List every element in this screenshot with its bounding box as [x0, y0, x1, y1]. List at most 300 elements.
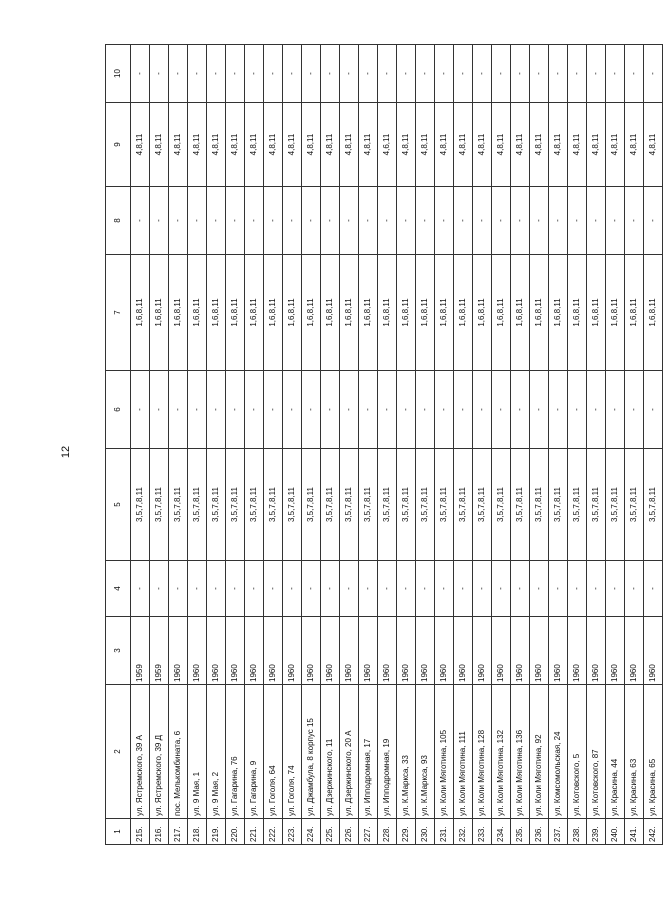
table-cell: - — [473, 561, 492, 617]
table-cell: - — [473, 371, 492, 449]
table-cell: ул. Дзержинского, 20 А — [340, 685, 359, 819]
table-cell: 228. — [378, 819, 397, 845]
table-cell: 1,6,8,11 — [302, 255, 321, 371]
column-header: 4 — [106, 561, 131, 617]
table-cell: 3,5,7,8,11 — [150, 449, 169, 561]
table-cell: - — [207, 45, 226, 103]
table-cell: 221. — [245, 819, 264, 845]
table-cell: - — [397, 45, 416, 103]
table-cell: 1,6,8,11 — [226, 255, 245, 371]
table-cell: - — [207, 561, 226, 617]
table-cell: - — [131, 371, 150, 449]
table-cell: 223. — [283, 819, 302, 845]
table-cell: ул. Гагарина, 9 — [245, 685, 264, 819]
table-row — [568, 45, 587, 845]
table-cell: - — [511, 371, 530, 449]
table-cell: 1960 — [359, 617, 378, 685]
column-header: 9 — [106, 103, 131, 187]
table-cell: 4,8,11 — [207, 103, 226, 187]
table-cell: - — [530, 187, 549, 255]
column-header: 5 — [106, 449, 131, 561]
table-cell: 4,6,11 — [378, 103, 397, 187]
table-cell: 4,8,11 — [416, 103, 435, 187]
table-cell: - — [188, 371, 207, 449]
table-cell: 1,6,8,11 — [245, 255, 264, 371]
table-cell: 1,6,8,11 — [207, 255, 226, 371]
table-cell: пос. Мелькомбината, 6 — [169, 685, 188, 819]
table-cell: - — [359, 561, 378, 617]
table-cell: - — [131, 187, 150, 255]
table-cell: 1960 — [416, 617, 435, 685]
table-cell: 4,8,11 — [397, 103, 416, 187]
table-cell: ул. Котовского, 5 — [568, 685, 587, 819]
table-cell: - — [359, 371, 378, 449]
table-cell: - — [340, 371, 359, 449]
table-cell: 217. — [169, 819, 188, 845]
table-cell: - — [226, 561, 245, 617]
table-cell: 1960 — [492, 617, 511, 685]
table-cell: - — [568, 561, 587, 617]
table-cell: 227. — [359, 819, 378, 845]
table-cell: ул. 9 Мая, 1 — [188, 685, 207, 819]
table-row — [131, 45, 150, 845]
table-cell: - — [549, 187, 568, 255]
table-cell: ул. К.Маркса, 33 — [397, 685, 416, 819]
table-cell: 1960 — [245, 617, 264, 685]
table-cell: - — [435, 45, 454, 103]
table-cell: - — [454, 561, 473, 617]
table-cell: - — [283, 371, 302, 449]
table-row — [188, 45, 207, 845]
table-cell: 1,6,8,11 — [283, 255, 302, 371]
table-cell: 237. — [549, 819, 568, 845]
table-cell: 4,8,11 — [568, 103, 587, 187]
table-cell: 1,6,8,11 — [435, 255, 454, 371]
table-cell: 4,8,11 — [511, 103, 530, 187]
table-cell: - — [131, 561, 150, 617]
table-cell: 1960 — [644, 617, 663, 685]
table-row — [378, 45, 397, 845]
table-cell: ул. Гоголя, 64 — [264, 685, 283, 819]
table-cell: 1960 — [188, 617, 207, 685]
table-cell: 1,6,8,11 — [340, 255, 359, 371]
table-cell: ул. Ипподромная, 17 — [359, 685, 378, 819]
table-cell: - — [378, 561, 397, 617]
table-cell: - — [549, 371, 568, 449]
table-cell: 4,8,11 — [131, 103, 150, 187]
column-header: 1 — [106, 819, 131, 845]
table-cell: ул. Джамбула, 8 корпус 15 — [302, 685, 321, 819]
table-cell: - — [302, 561, 321, 617]
table-cell: 1,6,8,11 — [625, 255, 644, 371]
table-cell: 1960 — [207, 617, 226, 685]
table-cell: 235. — [511, 819, 530, 845]
table-cell: 4,8,11 — [435, 103, 454, 187]
table-row — [150, 45, 169, 845]
table-cell: - — [207, 371, 226, 449]
table-cell: ул. Коли Мяготина, 128 — [473, 685, 492, 819]
table-cell: 1,6,8,11 — [378, 255, 397, 371]
table-cell: - — [207, 187, 226, 255]
table-cell: 1960 — [625, 617, 644, 685]
table-cell: - — [625, 561, 644, 617]
table-cell: - — [492, 45, 511, 103]
table-cell: - — [416, 187, 435, 255]
table-cell: - — [397, 187, 416, 255]
table-cell: - — [340, 45, 359, 103]
table-row — [625, 45, 644, 845]
table-cell: - — [150, 561, 169, 617]
table-cell: 219. — [207, 819, 226, 845]
table-row — [397, 45, 416, 845]
table-cell: 3,5,7,8,11 — [169, 449, 188, 561]
table-cell: - — [245, 187, 264, 255]
table-cell: 1960 — [264, 617, 283, 685]
table-cell: 225. — [321, 819, 340, 845]
table-cell: 231. — [435, 819, 454, 845]
table-cell: 1960 — [530, 617, 549, 685]
table-cell: 3,5,7,8,11 — [530, 449, 549, 561]
table-cell: - — [264, 561, 283, 617]
table-cell: 3,5,7,8,11 — [264, 449, 283, 561]
table-cell: 1960 — [169, 617, 188, 685]
table-cell: 242. — [644, 819, 663, 845]
table-cell: 232. — [454, 819, 473, 845]
table-cell: 1959 — [150, 617, 169, 685]
table-cell: - — [625, 371, 644, 449]
table-cell: - — [644, 371, 663, 449]
table-cell: 4,8,11 — [587, 103, 606, 187]
table-cell: 1960 — [435, 617, 454, 685]
table-cell: - — [492, 561, 511, 617]
table-cell: 3,5,7,8,11 — [587, 449, 606, 561]
table-cell: - — [568, 371, 587, 449]
table-cell: 3,5,7,8,11 — [340, 449, 359, 561]
table-cell: 238. — [568, 819, 587, 845]
table-cell: - — [606, 45, 625, 103]
table-cell: 3,5,7,8,11 — [131, 449, 150, 561]
column-header: 2 — [106, 685, 131, 819]
table-cell: - — [397, 561, 416, 617]
table-cell: 1,6,8,11 — [169, 255, 188, 371]
table-cell: - — [511, 45, 530, 103]
table-cell: 1,6,8,11 — [416, 255, 435, 371]
table-cell: 4,8,11 — [454, 103, 473, 187]
table-cell: - — [568, 45, 587, 103]
table-cell: 4,8,11 — [492, 103, 511, 187]
table-cell: - — [169, 561, 188, 617]
table-cell: - — [530, 371, 549, 449]
table-cell: 4,8,11 — [644, 103, 663, 187]
table-cell: 4,8,11 — [321, 103, 340, 187]
table-cell: 1960 — [606, 617, 625, 685]
table-cell: 1960 — [340, 617, 359, 685]
table-cell: ул. Ястремского, 39 Д — [150, 685, 169, 819]
table-cell: 234. — [492, 819, 511, 845]
table-cell: 241. — [625, 819, 644, 845]
table-cell: - — [416, 45, 435, 103]
table-cell: 3,5,7,8,11 — [226, 449, 245, 561]
table-cell: ул. Комсомольская, 24 — [549, 685, 568, 819]
table-row — [473, 45, 492, 845]
table-cell: 3,5,7,8,11 — [302, 449, 321, 561]
table-cell: - — [378, 45, 397, 103]
table-cell: 1960 — [568, 617, 587, 685]
table-row — [283, 45, 302, 845]
table-cell: - — [131, 45, 150, 103]
table-cell: - — [397, 371, 416, 449]
table-row — [606, 45, 625, 845]
table-row — [264, 45, 283, 845]
column-header: 10 — [106, 45, 131, 103]
table-cell: 1,6,8,11 — [359, 255, 378, 371]
table-cell: - — [226, 45, 245, 103]
table-cell: - — [606, 561, 625, 617]
table-cell: - — [321, 561, 340, 617]
table-cell: - — [245, 371, 264, 449]
table-cell: 1959 — [131, 617, 150, 685]
table-cell: 226. — [340, 819, 359, 845]
table-row — [530, 45, 549, 845]
table-cell: 240. — [606, 819, 625, 845]
table-cell: 236. — [530, 819, 549, 845]
column-header: 6 — [106, 371, 131, 449]
table-cell: ул. Коли Мяготина, 136 — [511, 685, 530, 819]
table-cell: - — [454, 187, 473, 255]
table-cell: 3,5,7,8,11 — [435, 449, 454, 561]
table-row — [492, 45, 511, 845]
table-cell: - — [511, 187, 530, 255]
rotated-table-container — [105, 45, 657, 845]
table-cell: - — [169, 371, 188, 449]
table-cell: - — [150, 187, 169, 255]
table-cell: - — [245, 45, 264, 103]
table-cell: 220. — [226, 819, 245, 845]
table-cell: - — [416, 561, 435, 617]
table-cell: 1960 — [587, 617, 606, 685]
table-cell: 4,8,11 — [606, 103, 625, 187]
table-cell: - — [473, 45, 492, 103]
table-cell: - — [435, 561, 454, 617]
table-cell: - — [606, 187, 625, 255]
table-cell: - — [264, 371, 283, 449]
table-cell: 3,5,7,8,11 — [359, 449, 378, 561]
table-cell: - — [169, 187, 188, 255]
table-cell: - — [340, 187, 359, 255]
table-cell: 1,6,8,11 — [454, 255, 473, 371]
table-cell: 3,5,7,8,11 — [283, 449, 302, 561]
table-cell: - — [568, 187, 587, 255]
table-row — [245, 45, 264, 845]
table-cell: 1960 — [302, 617, 321, 685]
table-cell: 1,6,8,11 — [587, 255, 606, 371]
table-cell: 1960 — [511, 617, 530, 685]
table-cell: 3,5,7,8,11 — [606, 449, 625, 561]
table-cell: 3,5,7,8,11 — [473, 449, 492, 561]
table-cell: - — [302, 187, 321, 255]
table-cell: 1,6,8,11 — [644, 255, 663, 371]
table-cell: - — [188, 45, 207, 103]
table-row — [302, 45, 321, 845]
table-cell: - — [587, 371, 606, 449]
table-cell: - — [435, 187, 454, 255]
table-cell: 1,6,8,11 — [473, 255, 492, 371]
table-cell: - — [150, 45, 169, 103]
table-cell: 4,8,11 — [530, 103, 549, 187]
table-cell: - — [511, 561, 530, 617]
table-cell: ул. Ипподромная, 19 — [378, 685, 397, 819]
table-cell: 3,5,7,8,11 — [397, 449, 416, 561]
table-cell: - — [150, 371, 169, 449]
table-cell: - — [188, 561, 207, 617]
table-cell: - — [587, 561, 606, 617]
table-cell: 215. — [131, 819, 150, 845]
table-cell: ул. Дзержинского, 11 — [321, 685, 340, 819]
table-cell: - — [492, 371, 511, 449]
table-cell: 3,5,7,8,11 — [549, 449, 568, 561]
table-cell: ул. Коли Мяготина, 92 — [530, 685, 549, 819]
column-header: 3 — [106, 617, 131, 685]
table-cell: - — [530, 45, 549, 103]
table-cell: 3,5,7,8,11 — [492, 449, 511, 561]
table-cell: - — [169, 45, 188, 103]
table-cell: - — [549, 45, 568, 103]
table-cell: - — [340, 561, 359, 617]
table-cell: 4,8,11 — [169, 103, 188, 187]
table-header-row — [106, 45, 131, 845]
table-cell: 1960 — [321, 617, 340, 685]
table-cell: 1,6,8,11 — [568, 255, 587, 371]
table-cell: 3,5,7,8,11 — [188, 449, 207, 561]
table-cell: 1,6,8,11 — [397, 255, 416, 371]
table-cell: ул. Красина, 65 — [644, 685, 663, 819]
table-cell: 1,6,8,11 — [492, 255, 511, 371]
table-cell: - — [378, 371, 397, 449]
table-row — [226, 45, 245, 845]
table-cell: - — [226, 371, 245, 449]
table-cell: 3,5,7,8,11 — [644, 449, 663, 561]
table-cell: - — [492, 187, 511, 255]
table-cell: - — [644, 561, 663, 617]
table-row — [587, 45, 606, 845]
table-cell: - — [435, 371, 454, 449]
table-cell: 3,5,7,8,11 — [245, 449, 264, 561]
column-header: 7 — [106, 255, 131, 371]
table-cell: ул. К.Маркса, 93 — [416, 685, 435, 819]
table-cell: ул. Гагарина, 76 — [226, 685, 245, 819]
table-row — [359, 45, 378, 845]
table-cell: 1960 — [397, 617, 416, 685]
table-cell: - — [644, 187, 663, 255]
table-cell: ул. Ястремского, 39 А — [131, 685, 150, 819]
table-cell: - — [625, 45, 644, 103]
table-cell: - — [321, 45, 340, 103]
table-cell: - — [644, 45, 663, 103]
table-cell: 216. — [150, 819, 169, 845]
table-cell: - — [606, 371, 625, 449]
column-header: 8 — [106, 187, 131, 255]
table-cell: - — [587, 187, 606, 255]
table-cell: 1,6,8,11 — [131, 255, 150, 371]
table-cell: 4,8,11 — [625, 103, 644, 187]
table-cell: 3,5,7,8,11 — [378, 449, 397, 561]
table-cell: 4,8,11 — [302, 103, 321, 187]
table-cell: - — [302, 45, 321, 103]
page-number: 12 — [60, 445, 72, 459]
table-cell: - — [625, 187, 644, 255]
table-cell: - — [283, 187, 302, 255]
table-cell: 1960 — [226, 617, 245, 685]
table-cell: - — [264, 187, 283, 255]
table-row — [340, 45, 359, 845]
table-body — [106, 45, 663, 845]
table-row — [416, 45, 435, 845]
table-row — [435, 45, 454, 845]
table-cell: 1960 — [378, 617, 397, 685]
table-cell: 3,5,7,8,11 — [416, 449, 435, 561]
table-cell: - — [454, 45, 473, 103]
table-cell: 1,6,8,11 — [549, 255, 568, 371]
table-cell: 3,5,7,8,11 — [454, 449, 473, 561]
table-cell: - — [359, 187, 378, 255]
table-cell: 1,6,8,11 — [530, 255, 549, 371]
table-cell: - — [321, 371, 340, 449]
table-cell: 4,8,11 — [188, 103, 207, 187]
table-row — [321, 45, 340, 845]
table-cell: 3,5,7,8,11 — [625, 449, 644, 561]
table-cell: 1,6,8,11 — [321, 255, 340, 371]
table-cell: - — [245, 561, 264, 617]
table-cell: 1960 — [283, 617, 302, 685]
table-cell: 3,5,7,8,11 — [321, 449, 340, 561]
table-cell: ул. Котовского, 87 — [587, 685, 606, 819]
table-row — [549, 45, 568, 845]
table-cell: 1960 — [549, 617, 568, 685]
table-cell: 4,8,11 — [226, 103, 245, 187]
table-cell: - — [302, 371, 321, 449]
table-cell: 1960 — [473, 617, 492, 685]
table-cell: 3,5,7,8,11 — [207, 449, 226, 561]
table-cell: 218. — [188, 819, 207, 845]
data-table — [105, 44, 663, 845]
table-cell: ул. 9 Мая, 2 — [207, 685, 226, 819]
table-cell: 230. — [416, 819, 435, 845]
table-cell: 4,8,11 — [549, 103, 568, 187]
table-cell: - — [549, 561, 568, 617]
table-cell: ул. Коли Мяготина, 111 — [454, 685, 473, 819]
table-cell: 4,8,11 — [150, 103, 169, 187]
table-cell: 1,6,8,11 — [264, 255, 283, 371]
table-cell: 229. — [397, 819, 416, 845]
table-cell: 239. — [587, 819, 606, 845]
table-row — [644, 45, 663, 845]
table-cell: - — [454, 371, 473, 449]
table-cell: 4,8,11 — [473, 103, 492, 187]
table-cell: 224. — [302, 819, 321, 845]
table-cell: 1,6,8,11 — [150, 255, 169, 371]
table-cell: - — [283, 561, 302, 617]
table-row — [454, 45, 473, 845]
table-cell: - — [321, 187, 340, 255]
table-cell: 1960 — [454, 617, 473, 685]
table-cell: 4,8,11 — [359, 103, 378, 187]
table-cell: 4,8,11 — [245, 103, 264, 187]
table-row — [207, 45, 226, 845]
table-cell: ул. Гоголя, 74 — [283, 685, 302, 819]
table-cell: 1,6,8,11 — [511, 255, 530, 371]
table-cell: ул. Коли Мяготина, 132 — [492, 685, 511, 819]
table-cell: 233. — [473, 819, 492, 845]
